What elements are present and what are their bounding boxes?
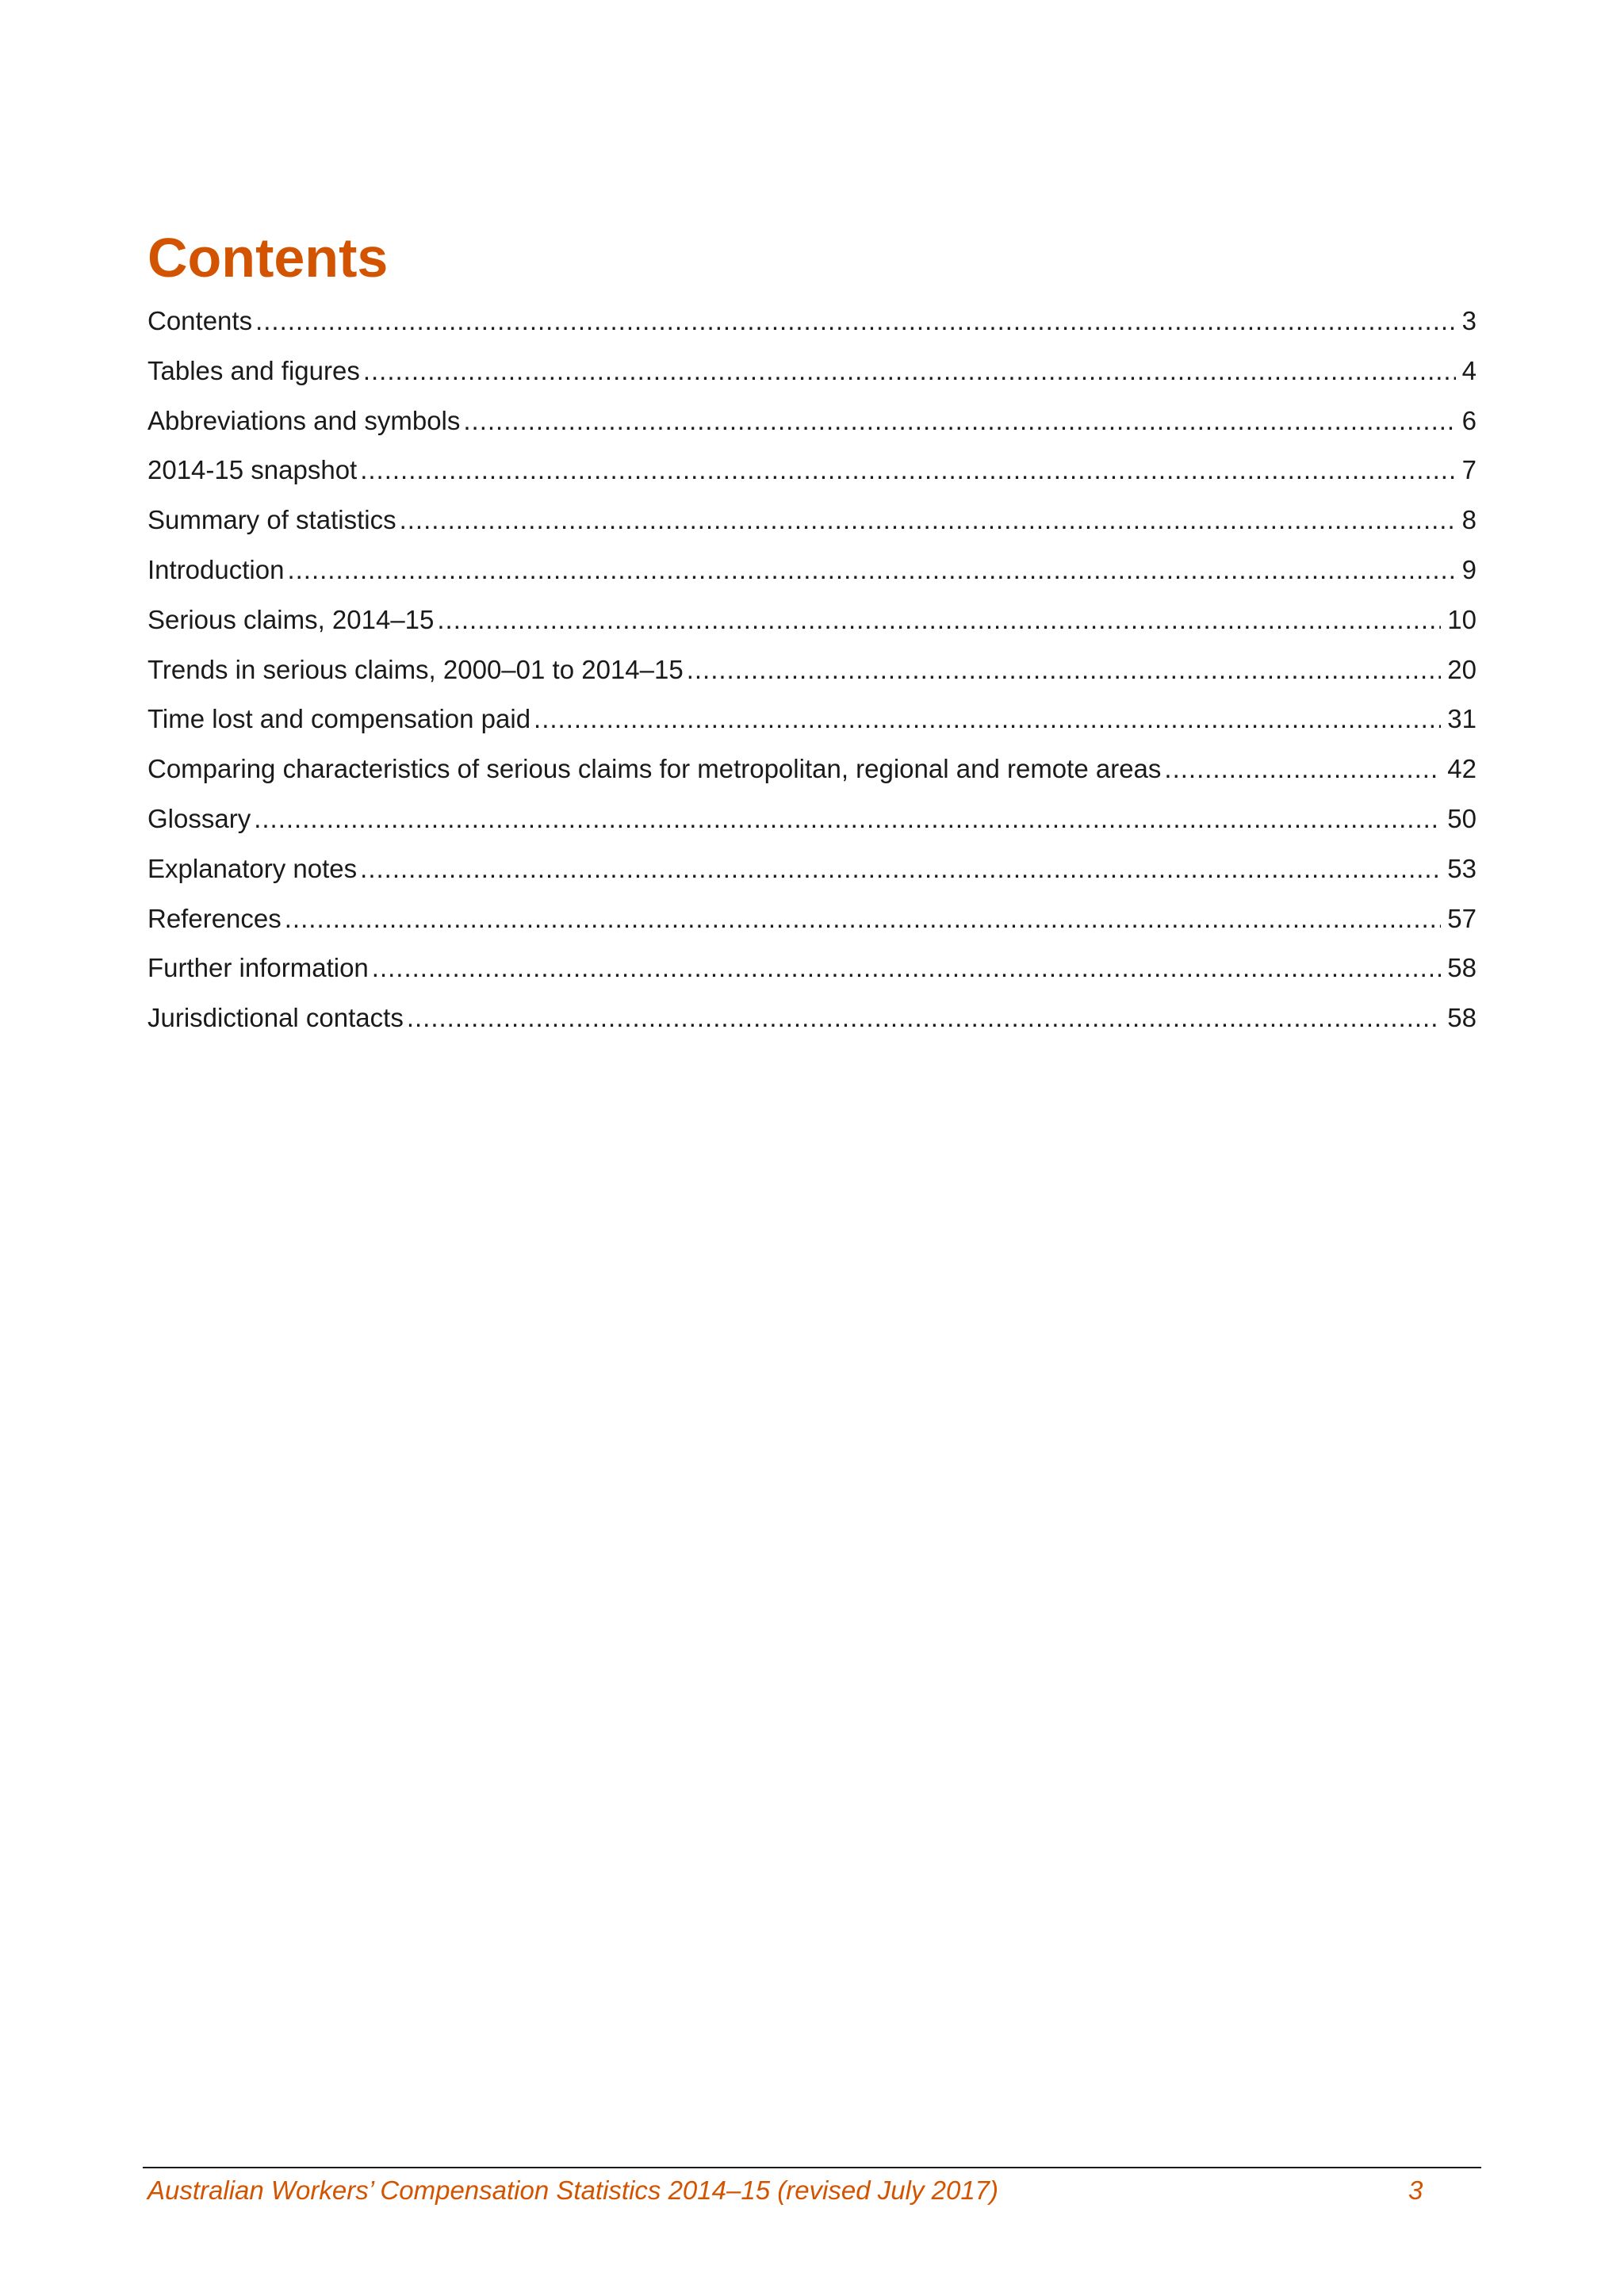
toc-entry-page-number: 10 <box>1447 604 1477 634</box>
toc-entry-page-number: 3 <box>1461 306 1477 335</box>
toc-entry-title: Contents <box>147 306 253 335</box>
toc-entry-page-number: 58 <box>1447 953 1477 983</box>
toc-entry-page-number: 7 <box>1461 455 1477 485</box>
page-title: Contents <box>147 227 389 289</box>
toc-entry[interactable] <box>147 303 1477 353</box>
toc-entry[interactable] <box>147 851 1477 901</box>
toc-entry-page-number: 8 <box>1461 505 1477 535</box>
toc-entry[interactable] <box>147 403 1477 453</box>
toc-entry-page-number: 9 <box>1461 554 1477 584</box>
toc-entry-title: Further information <box>147 953 369 983</box>
footer-page-number: 3 <box>1408 2175 1423 2205</box>
toc-dot-leader <box>534 701 1441 737</box>
toc-entry-page-number: 4 <box>1461 355 1477 385</box>
footer-title: Australian Workers’ Compensation Statistics 2014–15 (revised July 2017) <box>147 2175 999 2205</box>
toc-entry[interactable] <box>147 801 1477 851</box>
toc-entry-page-number: 20 <box>1447 654 1477 684</box>
toc-entry-page-number: 31 <box>1447 704 1477 734</box>
toc-entry-title: Trends in serious claims, 2000–01 to 2014–15 <box>147 654 684 684</box>
footer-divider <box>143 2167 1481 2168</box>
toc-entry-title: Comparing characteristics of serious claims for metropolitan, regional and remote areas <box>147 754 1162 784</box>
toc-dot-leader <box>463 403 1455 439</box>
toc-entry[interactable] <box>147 950 1477 1000</box>
toc-entry-title: Glossary <box>147 803 251 833</box>
toc-entry[interactable] <box>147 452 1477 502</box>
toc-entry[interactable] <box>147 701 1477 751</box>
toc-entry-page-number: 57 <box>1447 903 1477 933</box>
toc-entry[interactable] <box>147 602 1477 652</box>
toc-entry-title: Summary of statistics <box>147 505 396 535</box>
toc-entry-title: Serious claims, 2014–15 <box>147 604 435 634</box>
toc-entry-page-number: 42 <box>1447 754 1477 784</box>
toc-entry[interactable] <box>147 652 1477 702</box>
toc-dot-leader <box>437 602 1441 638</box>
toc-entry-title: Jurisdictional contacts <box>147 1003 404 1033</box>
toc-dot-leader <box>360 851 1441 887</box>
toc-dot-leader <box>254 801 1441 837</box>
toc-dot-leader <box>407 1000 1441 1036</box>
toc-dot-leader <box>687 652 1442 688</box>
toc-dot-leader <box>400 502 1456 538</box>
toc-entry-title: Abbreviations and symbols <box>147 405 461 435</box>
toc-entry-title: Tables and figures <box>147 355 360 385</box>
toc-entry-page-number: 58 <box>1447 1003 1477 1033</box>
toc-entry-page-number: 50 <box>1447 803 1477 833</box>
toc-dot-leader <box>372 950 1442 986</box>
toc-dot-leader <box>360 452 1455 488</box>
toc-entry[interactable] <box>147 901 1477 951</box>
toc-entry[interactable] <box>147 751 1477 801</box>
toc-entry-title: Time lost and compensation paid <box>147 704 531 734</box>
toc-entry-title: References <box>147 903 282 933</box>
toc-entry[interactable] <box>147 353 1477 403</box>
toc-dot-leader <box>287 552 1455 588</box>
toc-entry[interactable] <box>147 552 1477 602</box>
toc-entry-page-number: 6 <box>1461 405 1477 435</box>
table-of-contents <box>147 303 1477 1050</box>
toc-dot-leader <box>1164 751 1441 787</box>
toc-entry[interactable] <box>147 1000 1477 1050</box>
toc-entry-title: Explanatory notes <box>147 853 358 883</box>
toc-entry-title: Introduction <box>147 554 285 584</box>
toc-dot-leader <box>255 303 1456 339</box>
toc-entry-title: 2014-15 snapshot <box>147 455 358 485</box>
toc-entry-page-number: 53 <box>1447 853 1477 883</box>
toc-dot-leader <box>363 353 1456 389</box>
toc-entry[interactable] <box>147 502 1477 552</box>
toc-dot-leader <box>285 901 1442 937</box>
